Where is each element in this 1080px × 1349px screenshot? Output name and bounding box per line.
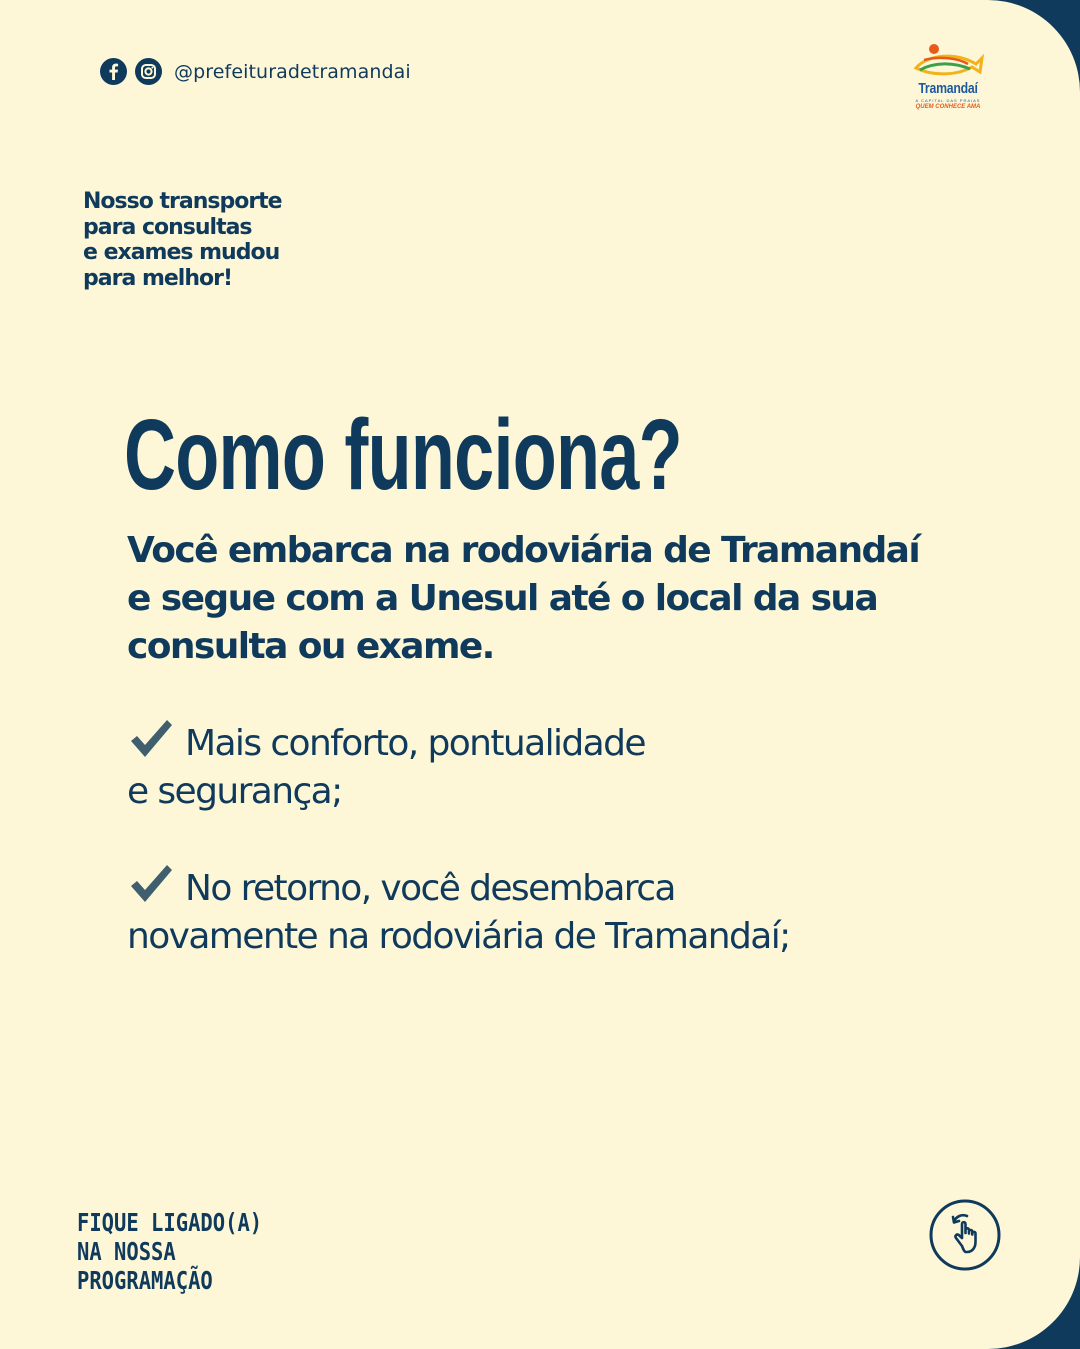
body-line: e segue com a Unesul até o local da sua xyxy=(127,578,878,619)
checklist-line: e segurança; xyxy=(127,771,342,812)
checklist-text: No retorno, você desembarca xyxy=(185,868,675,909)
body-line: consulta ou exame. xyxy=(127,626,494,667)
checklist-item xyxy=(127,862,987,961)
check-mark-icon xyxy=(127,717,175,761)
tramandai-logo xyxy=(910,42,986,116)
facebook-icon[interactable] xyxy=(100,58,127,85)
logo-brand: Tramandaí xyxy=(918,80,978,97)
checklist-line: novamente na rodoviária de Tramandaí; xyxy=(127,916,790,957)
social-handle[interactable]: @prefeituradetramandai xyxy=(174,60,411,83)
checklist-line xyxy=(127,862,987,913)
headline: Como funciona? xyxy=(124,399,682,511)
logo-tagline: A CAPITAL DAS PRAIAS xyxy=(915,98,981,103)
social-bar xyxy=(100,58,411,85)
instagram-icon[interactable] xyxy=(135,58,162,85)
fish-sun-icon xyxy=(910,42,986,82)
intro-line: e exames mudou xyxy=(83,240,280,265)
checklist-text: Mais conforto, pontualidade xyxy=(185,723,645,764)
logo-slogan: QUEM CONHECE AMA xyxy=(915,104,981,110)
swipe-hand-icon[interactable] xyxy=(928,1198,1002,1272)
checklist-line xyxy=(127,717,987,768)
check-mark-icon xyxy=(127,862,175,906)
intro-line: Nosso transporte xyxy=(83,189,282,214)
intro-line: para melhor! xyxy=(83,265,232,291)
footer-line: NA NOSSA xyxy=(77,1237,176,1266)
intro-text xyxy=(83,189,343,291)
intro-line: para consultas xyxy=(83,214,252,240)
body-line: Você embarca na rodoviária de Tramandaí xyxy=(127,530,920,571)
footer-line: PROGRAMAÇÃO xyxy=(77,1266,213,1295)
body-text xyxy=(127,527,987,671)
checklist-item xyxy=(127,717,987,816)
footer-line: FIQUE LIGADO(A) xyxy=(77,1208,263,1237)
footer-text xyxy=(77,1208,262,1295)
